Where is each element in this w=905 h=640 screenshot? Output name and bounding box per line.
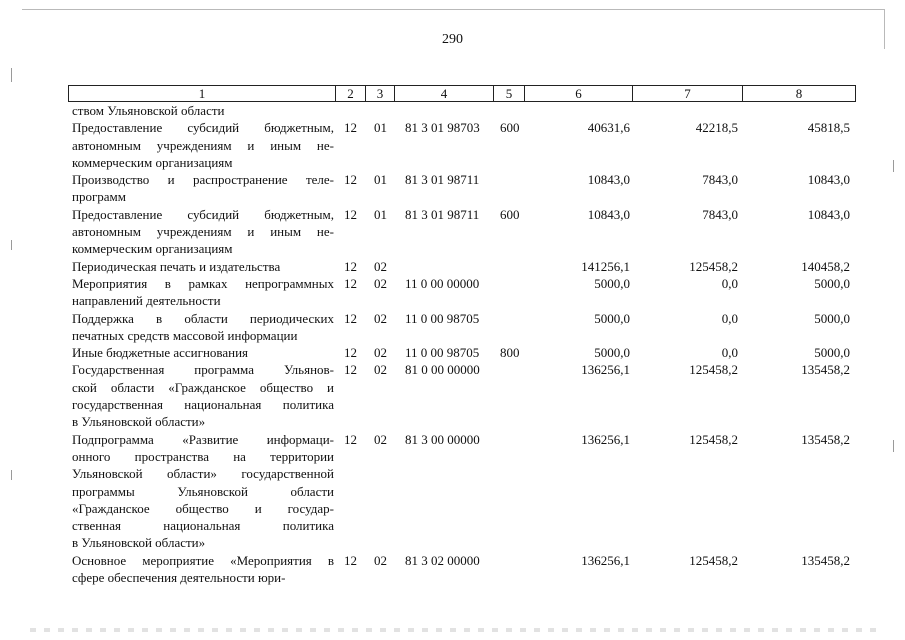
row-expense-type [498,275,528,310]
table-row [0,119,905,171]
table-row [0,552,905,587]
table-row [0,102,905,119]
row-podrazdel: 01 [374,206,387,222]
page-number: 290 [442,32,463,47]
row-name-line: Поддержка в области периодических [72,310,334,326]
row-name [72,275,334,310]
scan-border-top [22,9,884,10]
row-sum-col7: 42218,5 [695,120,738,136]
row-sum-col8: 10843,0 [807,206,850,222]
header-col-5: 5 [493,86,524,101]
row-name [72,119,334,171]
row-target-article: 81 3 01 98711 [405,206,480,222]
row-name-line: программы Ульяновской области [72,483,334,499]
row-name [72,361,334,430]
row-name [72,310,334,345]
row-target-article [398,102,498,119]
row-sum-col8: 45818,5 [807,120,850,136]
table-row [0,361,905,430]
row-target-article: 81 3 00 00000 [405,431,480,447]
row-name-line: в Ульяновской области» [72,414,206,430]
scan-noise [30,628,880,632]
table-body [0,102,905,586]
table-row [0,275,905,310]
row-expense-type [498,310,528,345]
row-sum-col6: 5000,0 [594,310,630,326]
row-name-line: сфере обеспечения деятельности юри- [72,570,286,586]
row-name-line: Периодическая печать и издательства [72,258,281,274]
row-sum-col6: 10843,0 [587,172,630,188]
row-sum-col7: 125458,2 [689,552,738,568]
header-col-1: 1 [198,86,206,101]
row-sum-col8 [738,102,850,119]
row-name-line: Ульяновской области» государственной [72,466,334,482]
row-sum-col6: 40631,6 [587,120,630,136]
row-sum-col7: 0,0 [721,310,738,326]
row-name-line: коммерческим организациям [72,154,233,170]
row-target-article: 81 3 01 98711 [405,172,480,188]
row-sum-col8: 5000,0 [814,345,850,361]
row-razdel: 12 [344,120,357,136]
row-name [72,552,334,587]
row-name-line: ством Ульяновской области [72,103,225,118]
row-name-line: Предоставление субсидий бюджетным, [72,206,334,222]
row-sum-col6: 5000,0 [594,275,630,291]
row-name-line: коммерческим организациям [72,241,233,257]
row-sum-col7: 0,0 [721,275,738,291]
row-sum-col8: 10843,0 [807,172,850,188]
row-sum-col6: 136256,1 [581,362,630,378]
row-razdel: 12 [344,172,357,188]
header-col-8: 8 [742,86,855,101]
row-name-line: программ [72,189,127,205]
row-sum-col8: 5000,0 [814,275,850,291]
row-podrazdel: 02 [374,310,387,326]
row-name [72,431,334,552]
row-name [72,206,334,258]
row-name-line: Основное мероприятие «Мероприятия в [72,552,334,568]
row-sum-col7: 0,0 [721,345,738,361]
table-row [0,258,905,275]
row-expense-type [498,431,528,552]
row-expense-type: 600 [500,206,520,222]
row-target-article: 11 0 00 98705 [405,310,480,326]
row-razdel: 12 [344,275,357,291]
row-podrazdel: 02 [374,552,387,568]
row-expense-type: 600 [500,120,520,136]
row-sum-col6: 136256,1 [581,431,630,447]
row-target-article: 81 3 02 00000 [405,552,480,568]
row-name-line: «Гражданское общество и государ- [72,500,334,516]
row-name-line: автономным учреждениям и иным не- [72,224,334,240]
row-podrazdel: 01 [374,172,387,188]
row-expense-type: 800 [500,345,520,361]
row-sum-col8: 135458,2 [801,431,850,447]
row-name-line: Мероприятия в рамках непрограммных [72,275,334,291]
row-target-article: 81 3 01 98703 [405,120,480,136]
row-expense-type [498,171,528,206]
row-name-line: Государственная программа Ульянов- [72,362,334,378]
row-razdel: 12 [344,431,357,447]
row-sum-col8: 135458,2 [801,362,850,378]
row-name-line: в Ульяновской области» [72,535,206,551]
row-podrazdel: 02 [374,431,387,447]
header-col-6: 6 [524,86,632,101]
row-expense-type [498,102,528,119]
row-sum-col7 [630,102,738,119]
row-podrazdel [368,102,398,119]
table-row [0,171,905,206]
row-name [72,344,334,361]
header-col-7: 7 [632,86,742,101]
row-razdel: 12 [344,345,357,361]
row-sum-col7: 125458,2 [689,258,738,274]
table-row [0,431,905,552]
header-col-3: 3 [365,86,394,101]
row-name-line: онного пространства на территории [72,448,334,464]
table-header [68,85,856,102]
row-podrazdel: 02 [374,258,387,274]
row-expense-type [498,552,528,587]
row-name-line: Подпрограмма «Развитие информаци- [72,431,334,447]
row-podrazdel: 02 [374,275,387,291]
row-razdel: 12 [344,552,357,568]
row-sum-col6: 5000,0 [594,345,630,361]
row-podrazdel: 02 [374,362,387,378]
row-sum-col8: 135458,2 [801,552,850,568]
row-name-line: печатных средств массовой информации [72,327,298,343]
row-name [72,258,334,275]
row-target-article: 11 0 00 98705 [405,345,480,361]
table-row [0,344,905,361]
row-sum-col6: 136256,1 [581,552,630,568]
row-name-line: Иные бюджетные ассигнования [72,345,249,361]
row-razdel: 12 [344,206,357,222]
row-sum-col6: 141256,1 [581,258,630,274]
row-target-article: 81 0 00 00000 [405,362,480,378]
row-name-line: Предоставление субсидий бюджетным, [72,120,334,136]
row-name-line: автономным учреждениям и иным не- [72,137,334,153]
row-razdel: 12 [344,310,357,326]
row-name-line: государственная национальная политика [72,397,334,413]
row-podrazdel: 02 [374,345,387,361]
row-name-line: направлений деятельности [72,293,221,309]
row-sum-col6 [528,102,630,119]
header-col-4: 4 [394,86,493,101]
row-sum-col7: 125458,2 [689,362,738,378]
row-sum-col7: 7843,0 [702,206,738,222]
row-sum-col7: 125458,2 [689,431,738,447]
row-target-article [398,258,498,275]
row-razdel: 12 [344,258,357,274]
row-expense-type [498,258,528,275]
scan-border-right [884,9,885,49]
row-name-line: Производство и распространение теле- [72,172,334,188]
header-col-2: 2 [335,86,365,101]
row-razdel: 12 [344,362,357,378]
row-name-line: ской области «Гражданское общество и [72,379,334,395]
row-name-line: ственная национальная политика [72,518,334,534]
row-sum-col8: 140458,2 [801,258,850,274]
scan-mark [11,68,12,82]
row-name [72,171,334,206]
table-row [0,310,905,345]
row-razdel [334,102,368,119]
table-row [0,206,905,258]
row-sum-col7: 7843,0 [702,172,738,188]
row-target-article: 11 0 00 00000 [405,275,480,291]
row-sum-col6: 10843,0 [587,206,630,222]
row-expense-type [498,361,528,430]
row-sum-col8: 5000,0 [814,310,850,326]
row-podrazdel: 01 [374,120,387,136]
row-name [72,102,334,119]
